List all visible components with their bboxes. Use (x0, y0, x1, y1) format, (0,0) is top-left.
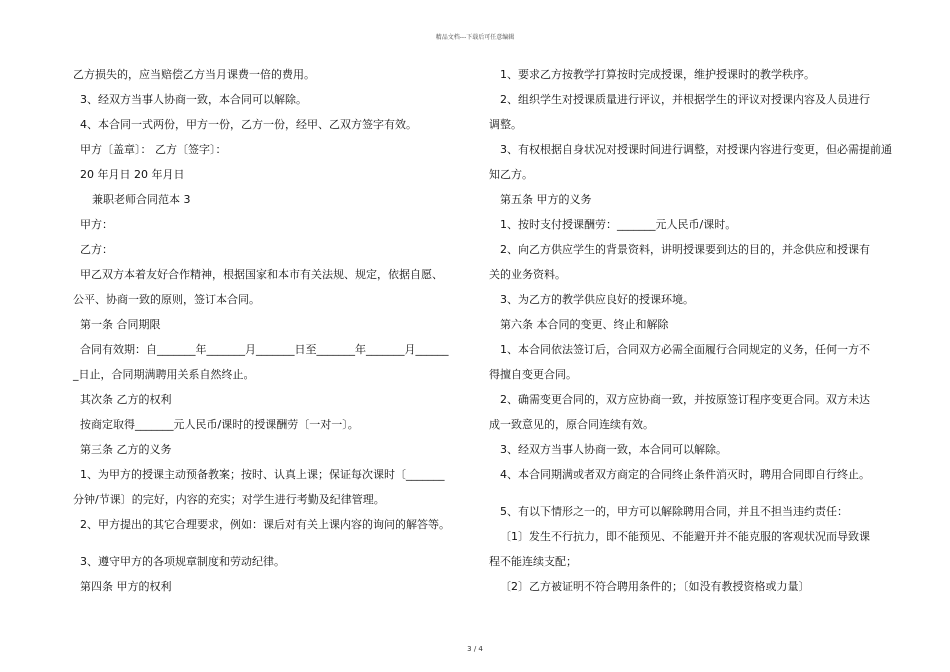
text-line: 成一致意见的，原合同连续有效。 (489, 418, 654, 431)
text-line: 得擅自变更合同。 (489, 368, 577, 381)
text-line: 合同有效期：自_______年_______月_______日至_______年_______月______ (80, 343, 449, 356)
text-line: 乙方： (80, 243, 113, 256)
article-heading: 第六条 本合同的变更、终止和解除 (500, 318, 669, 331)
text-line: 关的业务资料。 (489, 268, 566, 281)
text-line: 3、经双方当事人协商一致，本合同可以解除。 (500, 443, 727, 456)
text-line: 分钟/节课〕的完好，内容的充实；对学生进行考勤及纪律管理。 (73, 493, 385, 506)
text-line: 公平、协商一致的原则，签订本合同。 (73, 293, 260, 306)
text-line: 3、经双方当事人协商一致，本合同可以解除。 (80, 93, 307, 106)
text-line: 1、为甲方的授课主动预备教案；按时、认真上课；保证每次课时〔_______ (80, 468, 445, 481)
article-heading: 第一条 合同期限 (80, 318, 161, 331)
text-line: 20 年月日 20 年月日 (80, 168, 185, 181)
article-heading: 其次条 乙方的权利 (80, 393, 172, 406)
text-line: 3、有权根据自身状况对授课时间进行调整，对授课内容进行变更，但必需提前通 (500, 143, 892, 156)
page-header: 精品文档---下载后可任意编辑 (435, 34, 515, 41)
article-heading: 第四条 甲方的权利 (80, 580, 172, 593)
text-line: 2、确需变更合同的，双方应协商一致，并按原签订程序变更合同。双方未达 (500, 393, 870, 406)
text-line: 程不能连续支配； (489, 555, 577, 568)
text-line: 甲方： (80, 218, 113, 231)
text-line: 1、按时支付授课酬劳：_______元人民币/课时。 (500, 218, 737, 231)
text-line: 调整。 (489, 118, 522, 131)
text-line: 甲乙双方本着友好合作精神，根据国家和本市有关法规、规定，依据自愿、 (80, 268, 443, 281)
text-line: 3、遵守甲方的各项规章制度和劳动纪律。 (80, 555, 285, 568)
text-line: 〔1〕发生不行抗力，即不能预见、不能避开并不能克服的客观状况而导致课 (500, 530, 870, 543)
text-line: 2、向乙方供应学生的背景资料，讲明授课要到达的目的，并念供应和授课有 (500, 243, 870, 256)
text-line: 5、有以下情形之一的，甲方可以解除聘用合同，并且不担当违约责任： (500, 505, 848, 518)
text-line: 2、甲方提出的其它合理要求，例如：课后对有关上课内容的询问的解答等。 (80, 518, 450, 531)
article-heading: 第三条 乙方的义务 (80, 443, 172, 456)
text-line: 甲方〔盖章〕： 乙方〔签字〕： (80, 143, 227, 156)
text-line: 知乙方。 (489, 168, 533, 181)
text-line: 乙方损失的，应当赔偿乙方当月课费一倍的费用。 (73, 68, 315, 81)
text-line: 1、要求乙方按教学打算按时完成授课，维护授课时的教学秩序。 (500, 68, 815, 81)
text-line: 3、为乙方的教学供应良好的授课环境。 (500, 293, 694, 306)
text-line: 1、本合同依法签订后，合同双方必需全面履行合同规定的义务，任何一方不 (500, 343, 870, 356)
text-line: 4、本合同期满或者双方商定的合同终止条件消灭时，聘用合同即自行终止。 (500, 468, 870, 481)
text-line: 4、本合同一式两份，甲方一份，乙方一份，经甲、乙双方签字有效。 (80, 118, 417, 131)
text-line: 〔2〕乙方被证明不符合聘用条件的；〔如没有教授资格或力量〕 (500, 580, 810, 593)
text-line: 2、组织学生对授课质量进行评议，并根据学生的评议对授课内容及人员进行 (500, 93, 870, 106)
section-title: 兼职老师合同范本 3 (92, 193, 191, 206)
text-line: _日止，合同期满聘用关系自然终止。 (73, 368, 255, 381)
article-heading: 第五条 甲方的义务 (500, 193, 592, 206)
text-line: 按商定取得_______元人民币/课时的授课酬劳〔一对一〕。 (80, 418, 359, 431)
page-number: 3 / 4 (467, 645, 483, 653)
